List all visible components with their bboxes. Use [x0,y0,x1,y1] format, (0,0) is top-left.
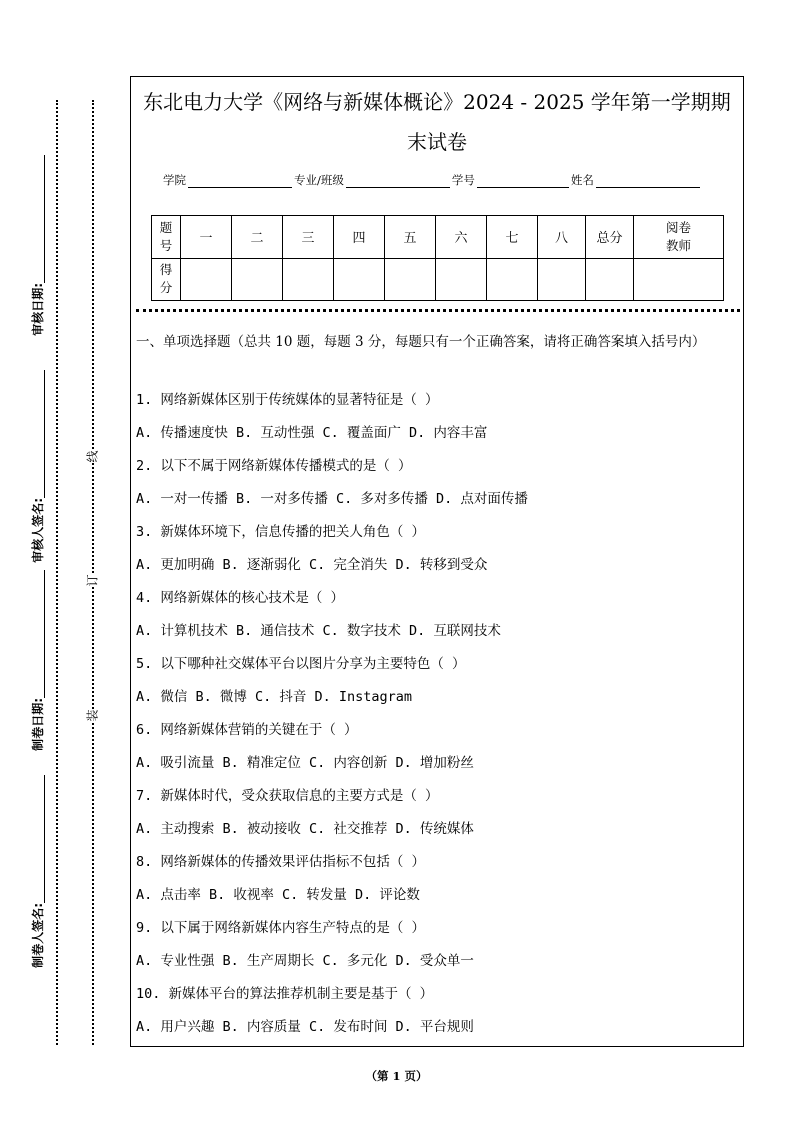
score-cell[interactable] [586,258,634,301]
question-stem: 10. 新媒体平台的算法推荐机制主要是基于（ ） [136,986,434,1002]
college-label: 学院 [163,173,186,187]
maker-sign-label: 制卷人签名: [28,775,48,975]
score-col-header: 阅卷 教师 [634,216,724,259]
exam-title-line2: 末试卷 [407,130,467,154]
section1-heading: 一、单项选择题（总共 10 题，每题 3 分，每题只有一个正确答案，请将正确答案填入括号内） [136,334,706,350]
question-options: A. 更加明确 B. 逐渐弱化 C. 完全消失 D. 转移到受众 [136,557,488,573]
question-options: A. 用户兴趣 B. 内容质量 C. 发布时间 D. 平台规则 [136,1019,474,1035]
score-cell[interactable] [385,258,436,301]
score-col-header: 五 [385,216,436,259]
name-label: 姓名 [570,173,594,187]
make-date-label: 制卷日期: [28,570,48,770]
question-stem: 9. 以下属于网络新媒体内容生产特点的是（ ） [136,920,426,936]
auditor-sign-label: 审核人签名: [28,370,48,570]
score-cell[interactable] [232,258,283,301]
exam-title-line1: 东北电力大学《网络与新媒体概论》2024 - 2025 学年第一学期期 [143,90,731,114]
question-options: A. 吸引流量 B. 精准定位 C. 内容创新 D. 增加粉丝 [136,755,474,771]
question-stem: 3. 新媒体环境下，信息传播的把关人角色（ ） [136,524,426,540]
score-col-header: 总分 [586,216,634,259]
question-stem: 6. 网络新媒体营销的关键在于（ ） [136,722,358,738]
score-col-header: 七 [487,216,538,259]
question-stem: 2. 以下不属于网络新媒体传播模式的是（ ） [136,458,412,474]
score-col-header: 一 [181,216,232,259]
score-table [151,215,724,301]
question-options: A. 点击率 B. 收视率 C. 转发量 D. 评论数 [136,887,420,903]
question-options: A. 微信 B. 微博 C. 抖音 D. Instagram [136,689,413,705]
question-options: A. 专业性强 B. 生产周期长 C. 多元化 D. 受众单一 [136,953,474,969]
student-id-label: 学号 [451,173,475,187]
name-blank[interactable] [596,173,700,188]
question-stem: 5. 以下哪种社交媒体平台以图片分享为主要特色（ ） [136,656,466,672]
score-cell[interactable] [487,258,538,301]
student-id-blank[interactable] [477,173,569,188]
score-col-header: 三 [283,216,334,259]
score-col-header: 六 [436,216,487,259]
question-stem: 1. 网络新媒体区别于传统媒体的显著特征是（ ） [136,392,439,408]
question-options: A. 传播速度快 B. 互动性强 C. 覆盖面广 D. 内容丰富 [136,425,488,441]
score-cell[interactable] [283,258,334,301]
margin-dotted-line-inner [92,100,94,1045]
score-col-header: 四 [334,216,385,259]
question-options: A. 一对一传播 B. 一对多传播 C. 多对多传播 D. 点对面传播 [136,491,528,507]
audit-date-label: 审核日期: [28,155,48,355]
score-cell[interactable] [436,258,487,301]
question-stem: 4. 网络新媒体的核心技术是（ ） [136,590,345,606]
college-blank[interactable] [188,173,292,188]
question-options: A. 主动搜索 B. 被动接收 C. 社交推荐 D. 传统媒体 [136,821,474,837]
score-cell[interactable] [634,258,724,301]
major-class-blank[interactable] [346,173,450,188]
score-cell[interactable] [181,258,232,301]
score-cell[interactable] [538,258,586,301]
page-number: （第 1 页） [365,1069,428,1083]
question-options: A. 计算机技术 B. 通信技术 C. 数字技术 D. 互联网技术 [136,623,501,639]
score-cell[interactable] [334,258,385,301]
student-info-row [163,172,702,188]
score-col-header: 八 [538,216,586,259]
score-table-row2-label: 得 分 [152,258,181,301]
score-table-row1-label: 题 号 [152,216,181,259]
section-divider [136,309,740,312]
score-col-header: 二 [232,216,283,259]
question-stem: 8. 网络新媒体的传播效果评估指标不包括（ ） [136,854,426,870]
margin-mark-install: 装 [85,709,100,722]
question-stem: 7. 新媒体时代，受众获取信息的主要方式是（ ） [136,788,439,804]
major-class-label: 专业/班级 [294,173,344,187]
margin-mark-bind: 订 [85,574,100,587]
margin-mark-line: 线 [85,450,100,463]
margin-dotted-line-outer [56,100,58,1045]
